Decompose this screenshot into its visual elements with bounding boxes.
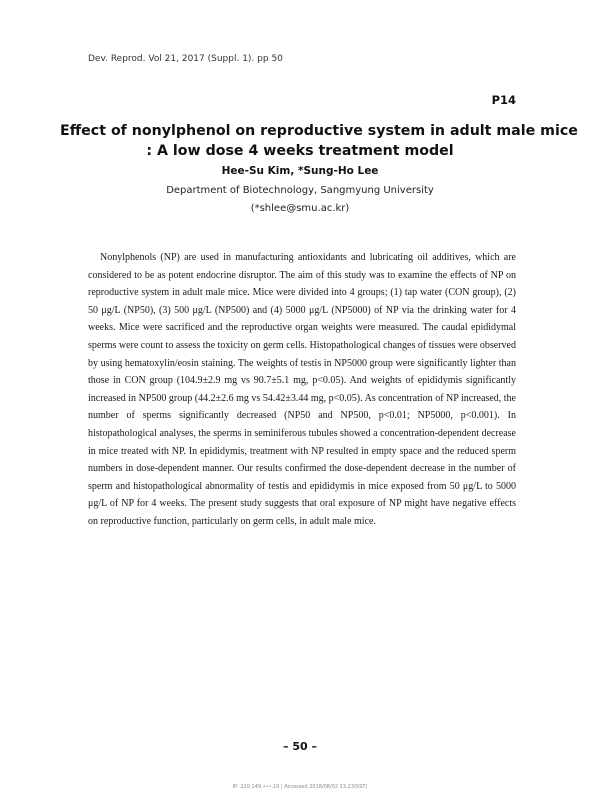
abstract-paragraph: Nonylphenols (NP) are used in manufacturing antioxidants and lubricating oil additives, which are considered to be as potent endocrine disruptor. The aim of this study was to examine the effects of NP on reproductive system in adult male mice. Mice were divided into 4 groups; (1) tap water (CON group), (2) 50 μg/L (NP50), (3) 500 μg/L (NP500) and (4) 5000 μg/L (NP5000) of NP via the drinking water for 4 weeks. Mice were sacrificed and the reproductive organ weights were measured. The caudal epididymal sperms were count to assess the toxicity on germ cells. Histopathological changes of tissues were observed by using hematoxylin/eosin staining. The weights of testis in NP5000 group were significantly lighter than those in CON group (104.9±2.9 mg vs 90.7±5.1 mg, p<0.05). And weights of epididymis significantly increased in NP500 group (44.2±2.6 mg vs 54.42±3.44 mg, p<0.05). As concentration of NP increased, the number of sperms significantly decreased (NP50 and NP500, p<0.01; NP5000, p<0.001). In histopathological analyses, the sperms in seminiferous tubules showed a concentration-dependent decrease in mice treated with NP. In epididymis, treatment with NP resulted in empty space and the reduced sperm numbers in dose-dependent manner. Our results confirmed the dose-dependent decrease in the number of sperm and histopathological abnormality of testis and epididymis in mice exposed from 50 μg/L to 5000 μg/L of NP for 4 weeks. The present study suggests that oral exposure of NP might have negative effects on reproductive function, particularly on germ cells, in adult male mice. bbox=[88, 252, 516, 527]
author-list: Hee-Su Kim, *Sung-Ho Lee bbox=[221, 165, 379, 177]
article-title-line-1: Effect of nonylphenol on reproductive system in adult male mice bbox=[60, 123, 578, 139]
poster-id: P14 bbox=[491, 93, 516, 107]
download-info: IP: 220.149.•••.10 | Accessed 2018/08/02 13:23(KST) bbox=[232, 784, 368, 790]
abstract bbox=[88, 249, 516, 531]
article-title-line-2: : A low dose 4 weeks treatment model bbox=[146, 143, 454, 159]
affiliation: Department of Biotechnology, Sangmyung University bbox=[166, 185, 434, 196]
corresponding-email: (*shlee@smu.ac.kr) bbox=[250, 203, 350, 214]
page-number: – 50 – bbox=[283, 740, 317, 753]
journal-citation: Dev. Reprod. Vol 21, 2017 (Suppl. 1). pp 50 bbox=[88, 54, 283, 64]
article-title bbox=[60, 121, 578, 161]
